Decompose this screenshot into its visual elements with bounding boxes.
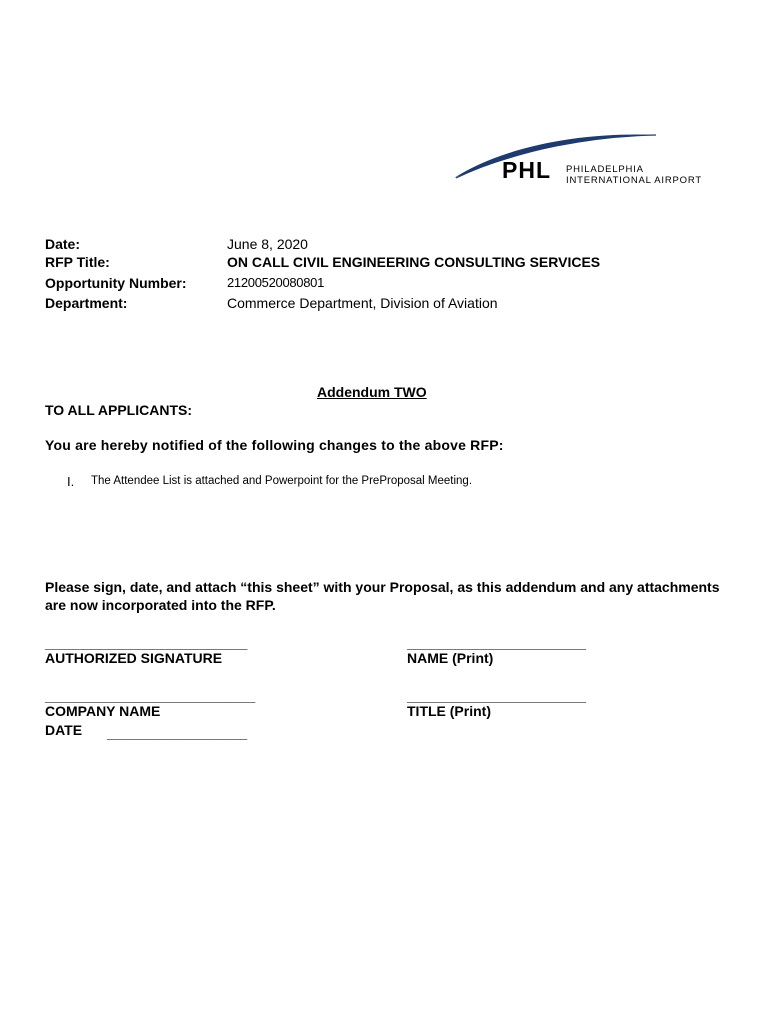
department-label: Department: — [45, 295, 128, 311]
name-print-line[interactable]: _______________________ — [407, 635, 587, 651]
list-item: The Attendee List is attached and Powerpoint for the PreProposal Meeting. — [91, 475, 473, 487]
title-print-label: TITLE (Print) — [407, 703, 491, 719]
rfp-title-value: ON CALL CIVIL ENGINEERING CONSULTING SERVICES — [227, 254, 601, 270]
date-value: June 8, 2020 — [227, 236, 308, 252]
notice-text: You are hereby notified of the following changes to the above RFP: — [45, 437, 504, 453]
addendum-title: Addendum TWO — [317, 384, 427, 400]
company-name-label: COMPANY NAME — [45, 703, 161, 719]
logo-line-2: INTERNATIONAL AIRPORT — [566, 175, 702, 186]
rfp-title-label: RFP Title: — [45, 254, 110, 270]
name-print-label: NAME (Print) — [407, 650, 494, 666]
company-name-line[interactable]: ___________________________ — [45, 688, 256, 704]
logo-line-1: PHILADELPHIA — [566, 164, 644, 175]
authorized-signature-line[interactable]: __________________________ — [45, 635, 248, 651]
opportunity-label: Opportunity Number: — [45, 275, 187, 291]
date-label: Date: — [45, 236, 81, 252]
to-all-applicants: TO ALL APPLICANTS: — [45, 402, 192, 418]
logo-subtitle — [566, 164, 702, 186]
date-signature-label: DATE — [45, 722, 83, 738]
date-signature-line[interactable]: __________________ — [107, 725, 248, 741]
department-value: Commerce Department, Division of Aviation — [227, 295, 498, 311]
list-item-number: I. — [67, 474, 75, 489]
logo-mark: PHL — [502, 157, 551, 183]
instructions-text: Please sign, date, and attach “this sheet” with your Proposal, as this addendum and any attachments are now incorporated into the RFP. — [45, 579, 720, 613]
title-print-line[interactable]: _______________________ — [407, 688, 587, 704]
phl-logo — [448, 126, 718, 196]
opportunity-value: 21200520080801 — [227, 275, 325, 290]
authorized-signature-label: AUTHORIZED SIGNATURE — [45, 650, 223, 666]
